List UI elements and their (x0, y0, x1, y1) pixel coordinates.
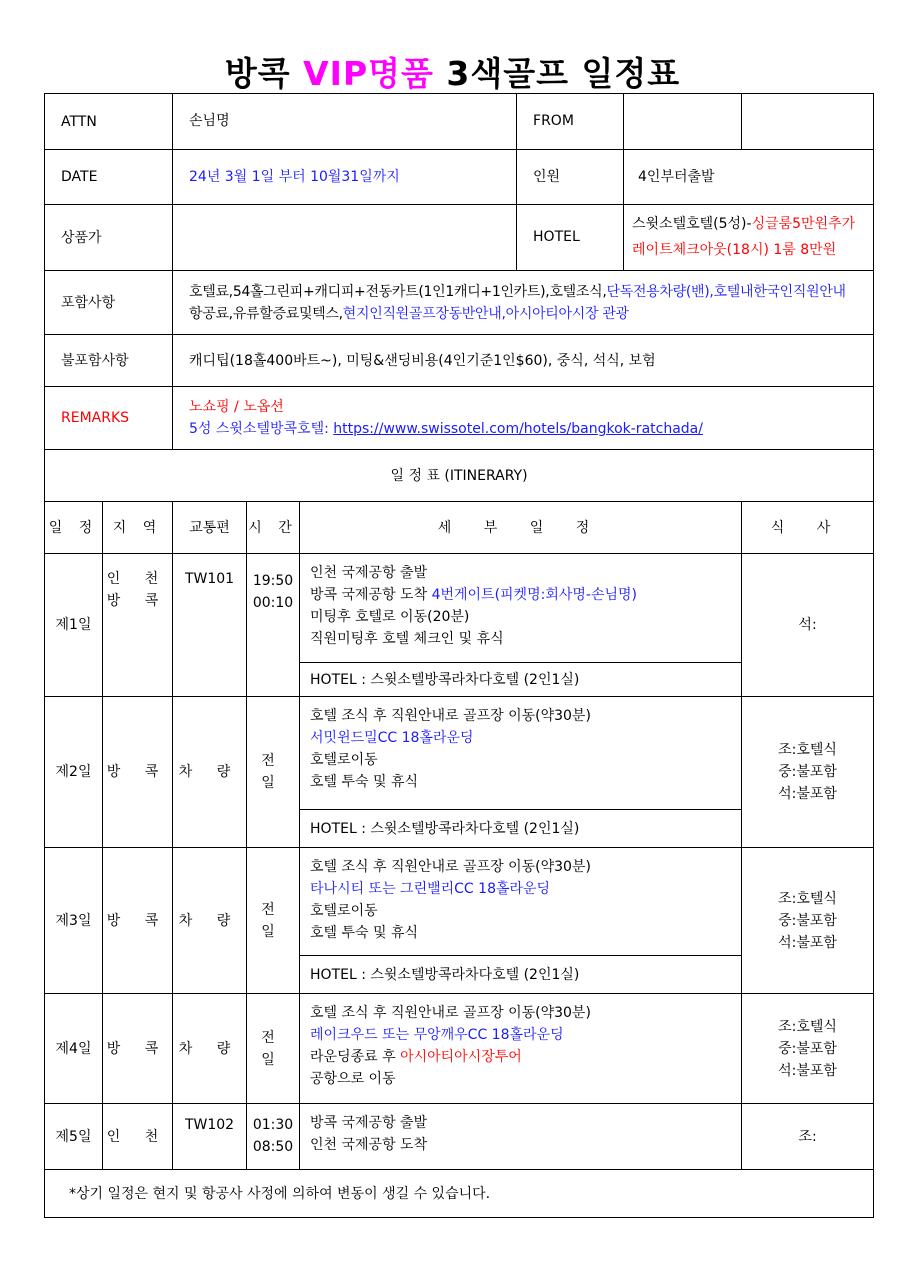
price-label: 상품가 (45, 205, 173, 271)
day1-row (45, 554, 874, 663)
day5-detail: 방콕 국제공항 출발 인천 국제공항 도착 (300, 1104, 742, 1170)
day1-time: 19:50 00:10 (247, 554, 300, 697)
day4-detail: 호텔 조식 후 직원안내로 골프장 이동(약30분) 레이크우드 또는 무앙깨우CC 18홀라운딩 라운딩종료 후 아시아티아시장투어 공항으로 이동 (300, 994, 742, 1104)
included-value: 호텔료,54홀그린피+캐디피+전동카트(1인1캐디+1인카트),호텔조식,단독전용차량(밴),호텔내한국인직원안내 항공료,유류할증료및텍스,현지인직원골프장동반안내,아시아티아시장 관광 (173, 271, 874, 335)
day3-time: 전 일 (247, 848, 300, 994)
date-label: DATE (45, 150, 173, 205)
title-prefix: 방콕 (224, 54, 291, 93)
day5-region: 인 천 (103, 1104, 173, 1170)
day1-label: 제1일 (45, 554, 103, 697)
day3-row (45, 848, 874, 956)
late-checkout-note: 레이트체크아웃(18시) 1룸 8만원 (632, 242, 837, 258)
date-value: 24년 3월 1일 부터 10월31일까지 (173, 150, 517, 204)
day5-flight: TW102 (173, 1104, 247, 1170)
day5-row (45, 1104, 874, 1170)
day4-region: 방 콕 (103, 994, 173, 1104)
col-region: 지 역 (103, 502, 173, 554)
day4-meal: 조:호텔식 중:불포함 석:불포함 (742, 994, 874, 1104)
hotel-value (624, 205, 873, 270)
footnote: *상기 일정은 현지 및 항공사 사정에 의하여 변동이 생길 수 있습니다. (45, 1170, 874, 1218)
title-highlight: VIP명품 (303, 54, 434, 93)
single-room-surcharge: 싱글룸5만원추가 (751, 216, 856, 232)
people-value: 4인부터출발 (638, 169, 715, 185)
itinerary-heading: 일 정 표 (ITINERARY) (45, 450, 874, 502)
day5-time: 01:30 08:50 (247, 1104, 300, 1170)
no-shopping-no-option: 노쇼핑 / 노옵션 (189, 399, 284, 415)
itinerary-heading-row (45, 450, 874, 502)
day2-transport: 차 량 (173, 697, 247, 848)
hotel-name: 스윗소텔호텔(5성)- (632, 216, 752, 232)
itinerary-table (44, 93, 874, 1218)
col-transport: 교통편 (173, 502, 247, 554)
people-label: 인원 (517, 150, 624, 204)
col-detail: 세 부 일 정 (300, 502, 742, 554)
excluded-value: 캐디팁(18홀400바트~), 미팅&샌딩비용(4인기준1인$60), 중식, 석식, 보험 (173, 335, 874, 387)
day3-region: 방 콕 (103, 848, 173, 994)
price-value (173, 205, 517, 270)
day5-label: 제5일 (45, 1104, 103, 1170)
day4-transport: 차 량 (173, 994, 247, 1104)
from-value (742, 94, 874, 150)
day3-meal: 조:호텔식 중:불포함 석:불포함 (742, 848, 874, 994)
day5-meal: 조: (742, 1104, 874, 1170)
day1-meal: 석: (742, 554, 874, 697)
day2-time: 전 일 (247, 697, 300, 848)
day1-flight: TW101 (173, 554, 247, 697)
document-title (0, 48, 905, 95)
day4-label: 제4일 (45, 994, 103, 1104)
title-suffix: 3색골프 일정표 (446, 54, 681, 93)
day2-detail: 호텔 조식 후 직원안내로 골프장 이동(약30분) 서밋윈드밀CC 18홀라운딩 호텔로이동 호텔 투숙 및 휴식 (300, 697, 742, 810)
hotel-label: HOTEL (517, 205, 624, 270)
included-label: 포함사항 (45, 271, 173, 335)
remarks-label: REMARKS (45, 387, 173, 450)
from-label: FROM (517, 94, 624, 149)
day3-detail: 호텔 조식 후 직원안내로 골프장 이동(약30분) 타나시티 또는 그린밸리CC 18홀라운딩 호텔로이동 호텔 투숙 및 휴식 (300, 848, 742, 956)
excluded-label: 불포함사항 (45, 335, 173, 387)
day3-label: 제3일 (45, 848, 103, 994)
col-day: 일 정 (45, 502, 103, 554)
excluded-row (45, 335, 874, 387)
day2-row (45, 697, 874, 810)
day3-hotel: HOTEL : 스윗소텔방콕라차다호텔 (2인1실) (300, 956, 742, 994)
itinerary-header-row (45, 502, 874, 554)
day4-row (45, 994, 874, 1104)
attn-row (45, 94, 874, 150)
day3-transport: 차 량 (173, 848, 247, 994)
day4-time: 전 일 (247, 994, 300, 1104)
col-time: 시 간 (247, 502, 300, 554)
day2-region: 방 콕 (103, 697, 173, 848)
hotel-url-link[interactable]: https://www.swissotel.com/hotels/bangkok-ratchada/ (333, 421, 703, 437)
day1-hotel: HOTEL : 스윗소텔방콕라차다호텔 (2인1실) (300, 663, 742, 697)
day2-meal: 조:호텔식 중:불포함 석:불포함 (742, 697, 874, 848)
footnote-row (45, 1170, 874, 1218)
day2-hotel: HOTEL : 스윗소텔방콕라차다호텔 (2인1실) (300, 810, 742, 848)
day1-region: 인 천 방 콕 (103, 554, 173, 697)
date-row (45, 150, 874, 205)
included-row (45, 271, 874, 335)
day2-label: 제2일 (45, 697, 103, 848)
attn-value: 손님명 (173, 94, 517, 149)
attn-label: ATTN (45, 94, 173, 150)
remarks-value: 노쇼핑 / 노옵션 5성 스윗소텔방콕호텔: https://www.swissotel.com/hotels/bangkok-ratchada/ (173, 387, 874, 450)
price-row (45, 205, 874, 271)
col-meal: 식 사 (742, 502, 874, 554)
remarks-row (45, 387, 874, 450)
day1-detail: 인천 국제공항 출발 방콕 국제공항 도착 4번게이트(피켓명:회사명-손님명) 미팅후 호텔로 이동(20분) 직원미팅후 호텔 체크인 및 휴식 (300, 554, 742, 663)
